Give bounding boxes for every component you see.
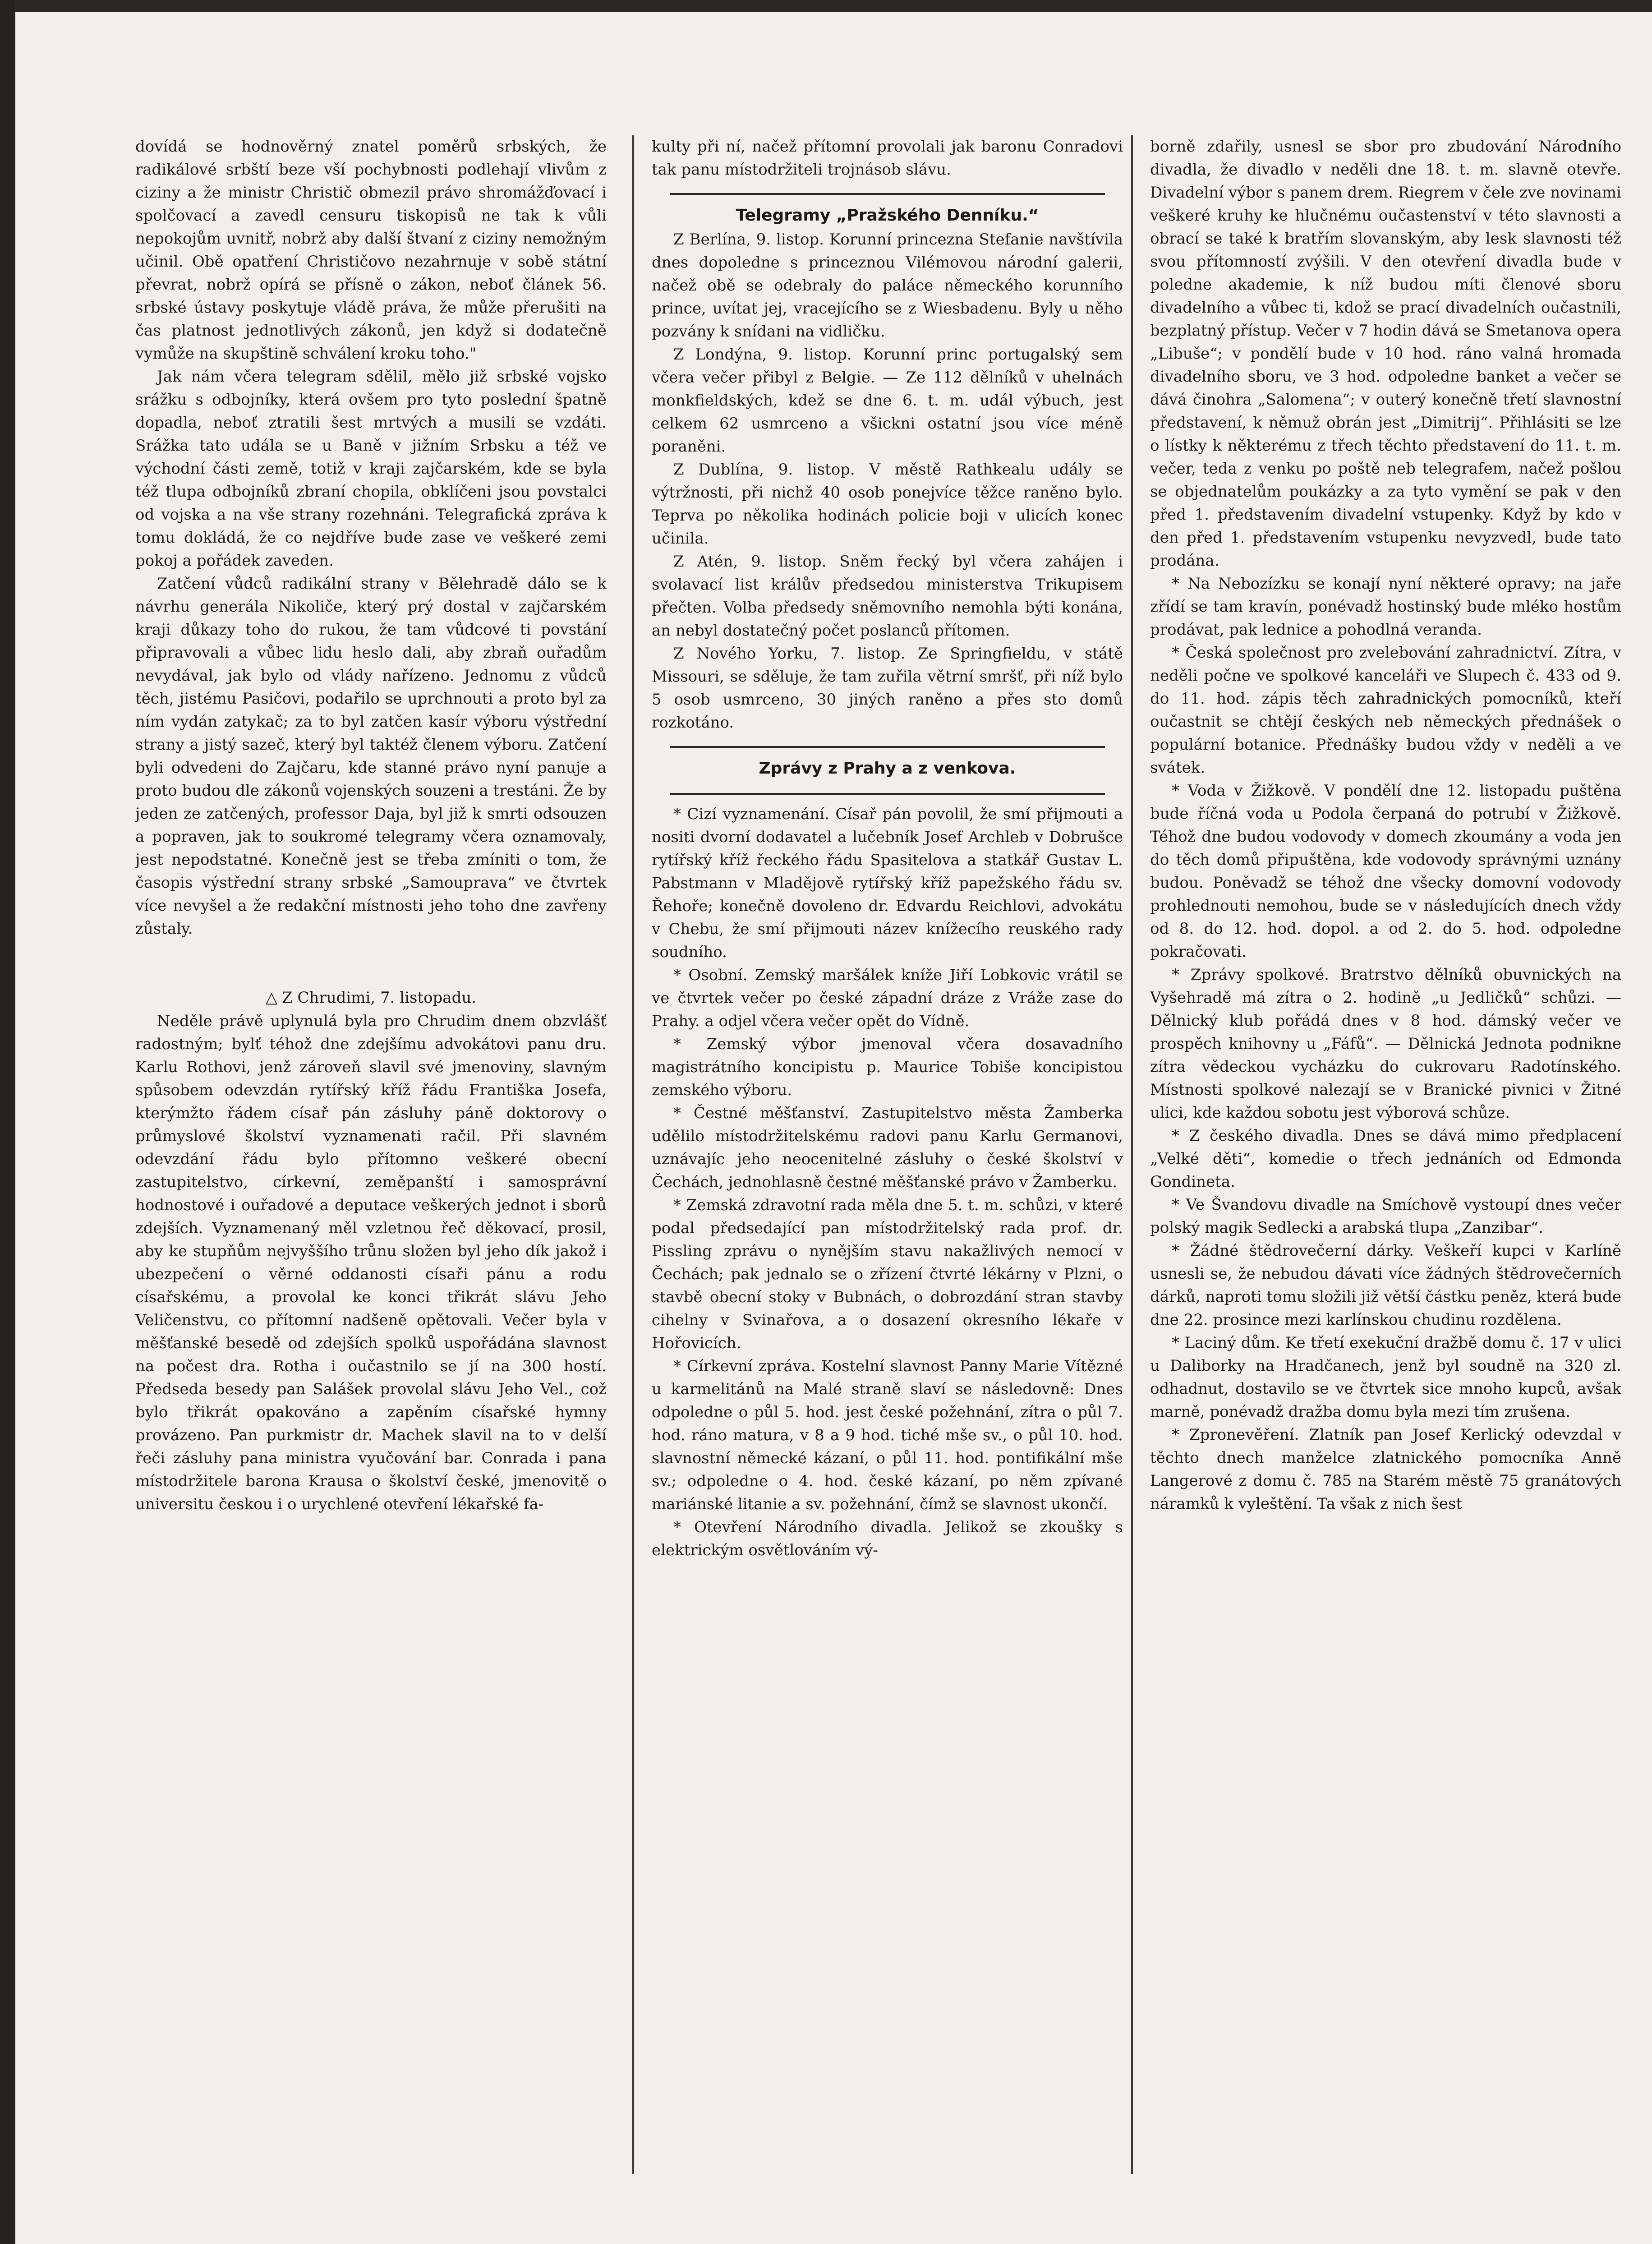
news-zizkov-water: * Voda v Žižkově. V pondělí dne 12. listopadu puštěna bude říčná voda u Podola čerpaná do potrubí v Žižkově. Téhož dne budou vodovody v domech zkoumány a voda jen do těch domů připuštěna, kde vodovody správnými uznány budou. Poněvadž se téhož dne všecky domovní vodovody prohlednouti nemohou, bude se v následujících dnech vždy od 8. do 12. hod. dopol. a od 2. do 5. hod. odpoledne pokračovati. bbox=[1150, 782, 1621, 961]
article-serbia-opinion: dovídá se hodnověrný znatel poměrů srbských, že radikálové srbští beze vší pochybnosti podlehají vlivům z ciziny a že ministr Christič obmezil právo shromážďovací i spolčovací a zavedl censuru tiskopisů ne tak k vůli nepokojům uvnitř, nobrž aby další štvaní z ciziny nemožným učinil. Obě opatření Christičovo nezahrnuje v sobě státní převrat, nobrž opírá se přísně o zákon, neboť článek 56. srbské ústavy poskytuje vládě práva, že může přerušiti na čas platnost jednotlivých zákonů, jen když si dodatečně vymůže na skupštině schválení kroku toho." bbox=[135, 138, 607, 363]
section-rule bbox=[670, 193, 1105, 195]
news-land-committee: * Zemský výbor jmenoval včera dosavadního magistrátního koncipistu p. Maurice Tobiše koncipistou zemského výboru. bbox=[652, 1035, 1123, 1099]
column-1 bbox=[135, 135, 607, 2174]
news-gardening-society: * Česká společnost pro zvelebování zahradnictví. Zítra, v neděli počne ve spolkové kanceláři ve Slupech č. 433 od 9. do 11. hod. zápis těch zahradnických pomocníků, kteří oučastnit se chtějí českých neb německých přednášek o populární botanice. Přednášky budou vždy v neděli a ve svátek. bbox=[1150, 644, 1621, 777]
news-honorary-citizenship: * Čestné měšťanství. Zastupitelstvo města Žamberka udělilo místodržitelskému radovi panu Karlu Germanovi, uznávajíc jeho neocenitelné zásluhy o české školství v Čechách, jednohlasně čestné měšťanské právo v Žamberku. bbox=[652, 1104, 1123, 1191]
scan-top-edge bbox=[0, 0, 1652, 12]
section-rule bbox=[670, 793, 1105, 795]
telegram-athens: Z Atén, 9. listop. Sněm řecký byl včera zahájen i svolavací list králův předsedou ministerstva Trikupisem přečten. Volba předsedy sněmovního nemohla býti konána, an nebyl dostatečný počet poslanců přítomen. bbox=[652, 553, 1123, 640]
chrudim-dateline bbox=[135, 986, 607, 1010]
news-cheap-house: * Laciný dům. Ke třetí exekuční dražbě domu č. 17 v ulici u Daliborky na Hradčanech, jenž byl soudně na 320 zl. odhadnut, dostavilo se ve čtvrtek sice mnoho kupců, avšak marně, ponévadž dražba domu byla mezi tím zrušena. bbox=[1150, 1334, 1621, 1421]
article-chrudim: Neděle právě uplynulá byla pro Chrudim dnem obzvlášť radostným; bylť téhož dne zdejšímu advokátovi panu dru. Karlu Rothovi, jenž zároveň slavil své jmenoviny, slavným spůsobem odevzdán rytířský kříž řádu Františka Josefa, kterýmžto řádem císař pán zásluhy páně doktorovy o průmyslové školství vyznamenati račil. Při slavném odevzdání řádu bylo přítomno veškeré obecní zastupitelstvo, církevní, zeměpanští i samosprávní hodnostové i ouřadové a deputace veškerých jednot i sborů zdejších. Vyznamenaný měl vzletnou řeč děkovací, prosil, aby ke stupňům nejvyššího trůnu složen byl jeho dík jakož i ubezpečení o věrné oddanosti císaři pánu a rodu císařskému, a provolal ke konci třikrát slávu Jeho Veličenstvu, co přítomní nadšeně opětovali. Večer byla v měšťanské besedě od zdejších spolků uspořádána slavnost na počest dra. Rotha i oučastnilo se jí na 300 hostí. Předseda besedy pan Salášek provolal slávu Jeho Vel., což bylo třikrát opakováno a zapěním císařské hymny provázeno. Pan purkmistr dr. Machek slavil na to v delší řeči zásluhy pana ministra vyučování bar. Conrada i pana místodržitele barona Krausa o školství české, jmenovitě o universitu českou i o urychlené otevření lékařské fa- bbox=[135, 1012, 607, 1513]
news-church: * Církevní zpráva. Kostelní slavnost Panny Marie Vítězné u karmelitánů na Malé straně slaví se následovně: Dnes odpoledne o půl 5. hod. jest české požehnání, zítra o půl 7. hod. ráno matura, v 8 a 9 hod. tiché mše sv., o půl 10. hod. slavnostní německé kázaní, o půl 11. hod. pontifikální mše sv.; odpoledne o 4. hod. české kázaní, po něm zpívané mariánské litanie a sv. požehnání, čímž se slavnost ukončí. bbox=[652, 1357, 1123, 1513]
newspaper-page bbox=[135, 135, 1637, 2174]
news-embezzlement: * Zpronevěření. Zlatník pan Josef Kerlický odevzdal v těchto dnech manželce zlatnického pomocníka Anně Langerové z domu č. 785 na Starém městě 75 granátových náramků k vyleštění. Ta však z nich šest bbox=[1150, 1426, 1621, 1513]
article-serbia-arrests: Zatčení vůdců radikální strany v Bělehradě dálo se k návrhu generála Nikoliče, který prý dostal v zajčarském kraji důkazy toho do rukou, že tam vůdcové ti povstání připravovali a vůbec lidu heslo dali, aby zbraň ouřadům nevydával, jak bylo od vlády nařízeno. Jednomu z vůdců těch, jistému Pasičovi, podařilo se uprchnouti a proto byl za ním vydán zatykač; za to byl zatčen kasír výboru výstřední strany a jistý sazeč, který byl taktéž členem výboru. Zatčení byli odvedeni do Zajčaru, kde stanné právo nyní panuje a proto budou dle zákonů vojenských souzeni a trestáni. Že by jeden ze zatčených, professor Daja, byl již k smrti odsouzen a popraven, jak to soukromé telegramy včera oznamovaly, jest nepodstatné. Konečně jest se třeba zmíniti o tom, že časopis výstřední strany srbské „Samouprava“ ve čtvrtek více nevyšel a že redakční místnosti jeho toho dne zavřeny zůstaly. bbox=[135, 575, 607, 938]
column-3 bbox=[1150, 135, 1621, 2174]
telegram-berlin: Z Berlína, 9. listop. Korunní princezna Stefanie navštívila dnes dopoledne s princeznou Vilémovou národní galerii, načež obě se odebraly do paláce německého korunního prince, uvítat jej, vracejícího se z Wiesbadenu. Byly u něho pozvány k snídani na vidličku. bbox=[652, 230, 1123, 341]
column-2 bbox=[652, 135, 1123, 2174]
news-nebozizek: * Na Nebozízku se konají nyní některé opravy; na jaře zřídí se tam kravín, ponévadž hostinský bude mléko hostům prodávat, pak lednice a pohodlná veranda. bbox=[1150, 575, 1621, 639]
telegram-london: Z Londýna, 9. listop. Korunní princ portugalský sem včera večer přibyl z Belgie. — Ze 112 dělníků v uhelnách monkfieldských, kdež se dne 6. t. m. udál výbuch, jest celkem 62 usmrceno a všickni ostatní jsou více méně poraněni. bbox=[652, 346, 1123, 456]
news-health-council: * Zemská zdravotní rada měla dne 5. t. m. schůzi, v které podal předsedající pan místodržitelský rada prof. dr. Pissling zprávu o nynějším stavu nakažlivých nemocí v Čechách; pak jednalo se o zřízení čtvrté lékárny v Plzni, o stavbě obecní stoky v Bubnách, o dobrozdání stran stavby cihelny v Svinařova, a o dosazení okresního lékaře v Hořovicích. bbox=[652, 1196, 1123, 1352]
news-czech-theatre: * Z českého divadla. Dnes se dává mimo předplacení „Velké děti“, komedie o třech jednáních od Edmonda Gondineta. bbox=[1150, 1127, 1621, 1191]
telegram-new-york: Z Nového Yorku, 7. listop. Ze Springfieldu, v státě Missouri, se sděluje, že tam zuřila větrní smršť, při níž bylo 5 osob usmrceno, 30 jiných raněno a přes sto domů rozkotáno. bbox=[652, 645, 1123, 732]
triangle-mark-icon: △ bbox=[265, 989, 278, 1007]
chrudim-dateline-text: Z Chrudimi, 7. listopadu. bbox=[282, 989, 477, 1007]
article-serbia-clash: Jak nám včera telegram sdělil, mělo již srbské vojsko srážku s odbojníky, která ovšem pro tyto poslední špatně dopadla, neboť ztratili šest mrtvých a musili se vzdáti. Srážka tato udála se u Baně v jižním Srbsku a též ve východní části země, totiž v kraji zajčarském, kde se byla též tlupa odbojníků zbraní chopila, obklíčeni jsou povstalci od vojska a na vše strany rozehnáni. Telegrafická zpráva k tomu dokládá, že co nejdříve bude zase ve veškeré zemi pokoj a pořádek zaveden. bbox=[135, 368, 607, 570]
article-chrudim-continued: kulty při ní, načež přítomní provolali jak baronu Conradovi tak panu místodržiteli trojnásob slávu. bbox=[652, 138, 1123, 179]
column-divider-2 bbox=[1131, 135, 1133, 2174]
news-christmas-gifts: * Žádné štědrovečerní dárky. Veškeří kupci v Karlíně usnesli se, že nebudou dávati více žádných štědrovečerních dárků, naproti tomu složili již větší částku peněz, která bude dne 22. prosince mezi karlínskou chudinu rozdělena. bbox=[1150, 1242, 1621, 1329]
heading-telegrams: Telegramy „Pražského Denníku.“ bbox=[736, 206, 1039, 225]
news-foreign-decorations: * Cizí vyznamenání. Císař pán povolil, že smí přijmouti a nositi dvorní dodavatel a lučebník Josef Archleb v Dobrušce rytířský kříž řeckého řádu Spasitelova a statkář Gustav L. Pabstmann v Mladějově rytířský kříž papežského řádu sv. Řehoře; konečně dovoleno dr. Edvardu Reichlovi, advokátu v Chebu, že smí přijmouti název knížecího reuského rady soudního. bbox=[652, 805, 1123, 961]
scan-left-edge bbox=[0, 0, 15, 2244]
heading-prague-news: Zprávy z Prahy a z venkova. bbox=[759, 759, 1016, 778]
news-club-reports: * Zprávy spolkové. Bratrstvo dělníků obuvnických na Vyšehradě má zítra o 2. hodině „u Jedličků“ schůzi. — Dělnický klub pořádá dnes v 8 hod. dámský večer ve prospěch knihovny u „Fáfů“. — Dělnická Jednota podnikne zítra vědeckou vycházku do cukrovaru Radotínského. Místnosti spolkové nalezají se v Branické pivnici v Žitné ulici, kde každou sobotu jest výborová schůze. bbox=[1150, 966, 1621, 1122]
news-svanda-theatre: * Ve Švandovu divadle na Smíchově vystoupí dnes večer polský magik Sedlecki a arabská tlupa „Zanzibar“. bbox=[1150, 1196, 1621, 1237]
telegram-dublin: Z Dublína, 9. listop. V městě Rathkealu udály se výtržnosti, při nichž 40 osob ponejvíce těžce raněno bylo. Teprva po několika hodinách policie boji v ulicích konec učinila. bbox=[652, 461, 1123, 548]
column-divider-1 bbox=[632, 135, 634, 2174]
news-personal: * Osobní. Zemský maršálek kníže Jiří Lobkovic vrátil se ve čtvrtek večer po české západní dráze z Vráže zase do Prahy. a odjel včera večer opět do Vídně. bbox=[652, 966, 1123, 1030]
news-national-theatre: * Otevření Národního divadla. Jelikož se zkoušky s elektrickým osvětlováním vý- bbox=[652, 1518, 1123, 1559]
section-rule bbox=[670, 746, 1105, 748]
news-national-theatre-continued: borně zdařily, usnesl se sbor pro zbudování Národního divadla, že divadlo v neděli dne 18. t. m. slavně otevře. Divadelní výbor s panem drem. Riegrem v čele zve novinami veškeré kruhy ke hlučnému oučastenství v této slavnosti a obrací se také k bratřím slovanským, aby lesk slavnosti též svou přítomností zvýšili. V den otevření divadla bude v poledne akademie, k níž budou míti členové sboru divadelního a vůbec ti, kdož se prací divadelních oučastnili, bezplatný přístup. Večer v 7 hodin dává se Smetanova opera „Libuše“; v pondělí bude v 10 hod. ráno valná hromada divadelního sboru, ve 3 hod. odpoledne banket a večer se dává činohra „Salomena“; v outerý konečně třetí slavnostní představení, k němuž obrán jest „Dimitrij“. Přihlásiti se lze o lístky k některému z třech těchto představení do 11. t. m. večer, teda z venku po poště neb telegrafem, načež pošlou se objednatelům poukázky a za tyto vymění se pak v den před 1. představením divadelní vstupenky. Když by kdo v den před 1. představením vstupenku nevyzvedl, bude tato prodána. bbox=[1150, 138, 1621, 570]
